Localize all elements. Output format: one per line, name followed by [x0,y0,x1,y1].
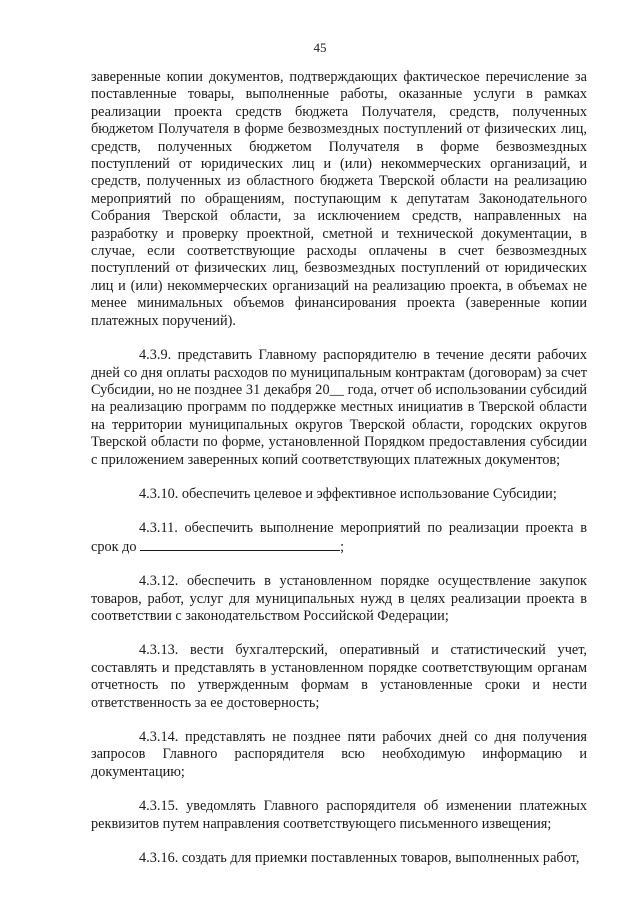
paragraph-4-3-13: 4.3.13. вести бухгалтерский, оперативный и статистический учет, составлять и представлять в установленном порядке соответствующим органам отчетность по утвержденным формам в установленные сроки и нести ответственность за ее достоверность; [91,642,587,711]
page-number: 45 [313,40,327,55]
paragraph-4-3-14: 4.3.14. представлять не позднее пяти рабочих дней со дня получения запросов Главного распорядителя всю необходимую информацию и документацию; [91,729,587,780]
paragraph-4-3-11-text: 4.3.11. обеспечить выполнение мероприятий по реализации проекта в срок до [91,520,587,555]
paragraph-4-3-11-tail: ; [340,538,345,555]
document-body [91,69,587,867]
paragraph-4-3-12: 4.3.12. обеспечить в установленном порядке осуществление закупок товаров, работ, услуг для муниципальных нужд в целях реализации проекта в соответствии с законодательством Российской Федерации; [91,573,587,624]
paragraph-4-3-9: 4.3.9. представить Главному распорядителю в течение десяти рабочих дней со дня оплаты расходов по муниципальным контрактам (договорам) за счет Субсидии, но не позднее 31 декабря 20__ года, отчет об использовании субсидий на реализацию программ по поддержке местных инициатив в Тверской области на территории муниципальных округов Тверской области, городских округов Тверской области по форме, установленной Порядком предоставления субсидии с приложением заверенных копий соответствующих платежных документов; [91,347,587,468]
paragraph-continuation: заверенные копии документов, подтверждающих фактическое перечисление за поставленные товары, выполненные работы, оказанные услуги в рамках реализации проекта средств бюджета Получателя, средств, полученных бюджетом Получателя в форме безвозмездных поступлений от физических лиц, средств, полученных бюджетом Получателя в форме безвозмездных поступлений от юридических лиц и (или) некоммерческих организаций, и средств, полученных из областного бюджета Тверской области на реализацию мероприятий по обращениям, поступающим к депутатам Законодательного Собрания Тверской области, за исключением средств, направленных на разработку и проверку проектной, сметной и технической документации, в случае, если соответствующие расходы оплачены в счет безвозмездных поступлений от физических лиц, безвозмездных поступлений от юридических лиц и (или) некоммерческих организаций на реализацию проекта, в объемах не менее минимальных объемов финансирования проекта (заверенные копии платежных поручений). [91,69,587,329]
deadline-blank-line [140,538,340,551]
paragraph-4-3-15: 4.3.15. уведомлять Главного распорядителя об изменении платежных реквизитов путем направления соответствующего письменного извещения; [91,798,587,832]
paragraph-4-3-10: 4.3.10. обеспечить целевое и эффективное использование Субсидии; [139,485,557,502]
paragraph-4-3-16: 4.3.16. создать для приемки поставленных товаров, выполненных работ, [139,850,580,867]
paragraph-4-3-11 [91,520,587,556]
